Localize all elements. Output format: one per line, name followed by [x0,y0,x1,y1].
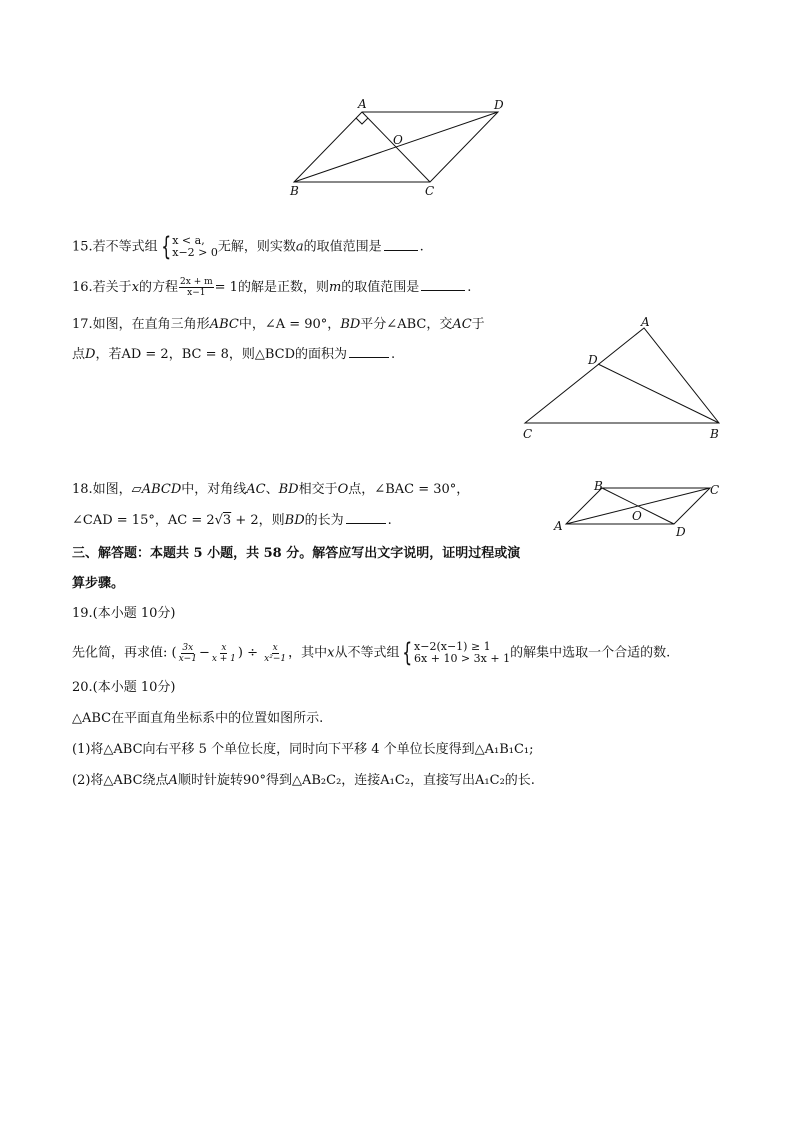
parallelogram-figure-q18 [550,478,730,540]
q18-l2a: ∠CAD = 15°，AC = 2 [72,513,215,528]
q18-end: . [387,513,392,528]
q18-answer-blank[interactable] [346,511,386,524]
q18-bd2: BD [284,513,305,528]
q18-o: O [337,482,349,497]
label-B: B [290,184,299,198]
section-3-title: 三、解答题：本题共 5 小题，共 58 分。解答应写出文字说明，证明过程或演 [72,546,521,561]
q18-label-A: A [554,519,563,533]
q18-abcd: ABCD [141,482,182,497]
q15-inequality-system: { x < a, x−2 > 0 [160,232,218,262]
q17-label-B: B [710,427,719,441]
q20-p2-A: A [168,773,178,788]
q19-frac1 [178,643,198,664]
q18-l1c: 相交于 [298,482,338,497]
q19-b: ) ÷ [237,645,263,661]
q18-label-C: C [710,483,720,497]
label-D: D [494,98,504,112]
q18-l2c: 的长为 [304,513,344,528]
q18-l1d: 点，∠BAC = 30°， [348,482,470,497]
parallelogram-figure-top [280,92,520,202]
q19-a: 先化简，再求值: ( [72,645,177,661]
q16-var-x: x [131,280,140,295]
label-A: A [358,97,367,111]
q17-end: . [391,347,396,362]
q19-frac3 [263,643,287,664]
q19-header: 19.(本小题 10分) [72,606,176,621]
q15-prefix: 15.若不等式组 [72,239,158,255]
q16-mid: 的方程 [139,280,179,295]
q15-sys-row2: x−2 > 0 [172,246,218,259]
q17-abc: ABC [209,317,239,332]
q15-suffix: 无解，则实数 [217,239,296,255]
section-3-title-cont: 算步骤。 [72,576,125,591]
question-19 [72,640,670,666]
q17-label-A: A [641,315,650,329]
q16-fraction [179,277,214,298]
q17-l2a: 点 [72,347,86,362]
q18-l2b: + 2，则 [231,513,285,528]
q20-p2b: 顺时针旋转90°得到△AB₂C₂，连接A₁C₂，直接写出A₁C₂的长. [177,773,535,788]
q20-p2a: (2)将△ABC绕点 [72,773,169,788]
q17-bd: BD [340,317,361,332]
q18-l1a: 18.如图，▱ [72,482,142,497]
q19-c: ，其中 [288,645,328,661]
q16-frac-num: 2x + m [180,277,213,287]
q15-answer-blank[interactable] [384,238,418,251]
question-15 [72,234,424,260]
q15-tail: 的取值范围是 [303,239,382,255]
q17-label-C: C [523,427,533,441]
q18-sqrt: 3 [222,513,232,528]
q18-label-D: D [676,525,686,539]
q19-e: 的解集中选取一个合适的数. [510,645,671,661]
q18-ac: AC [246,482,266,497]
q17-l1a: 17.如图，在直角三角形 [72,317,210,332]
q17-ac: AC [452,317,472,332]
question-17-line2 [72,345,395,364]
q19-f1-num: 3x [182,642,194,653]
q15-var: a [295,239,304,255]
question-16 [72,277,471,298]
q19-minus: − [198,645,210,661]
q19-f2-num: x [221,642,227,653]
q19-f2-den: x + 1 [211,653,236,664]
question-18-line2: ∠CAD = 15°，AC = 2√3 + 2，则BD的长为 . [72,513,392,528]
q16-eq: = 1的解是正数，则 [214,280,329,295]
question-17-line1 [72,316,485,334]
q15-sys-row1: x < a, [172,234,205,247]
q20-intro: △ABC在平面直角坐标系中的位置如图所示. [72,711,324,726]
q20-header: 20.(本小题 10分) [72,680,176,695]
q17-label-D: D [588,353,598,367]
q15-end: . [419,239,424,255]
triangle-figure-q17 [515,314,730,444]
q19-f3-num: x [272,642,278,653]
q17-l2b: ，若AD = 2，BC = 8，则△BCD的面积为 [95,347,348,362]
q16-end: . [467,280,472,295]
q17-l1d: 于 [471,317,485,332]
q19-d: 从不等式组 [334,645,400,661]
q17-answer-blank[interactable] [349,345,389,358]
q19-x: x [327,645,335,661]
q19-frac2 [211,643,237,664]
q16-var-m: m [328,280,342,295]
q16-frac-den: x−1 [187,288,206,298]
q17-d: D [85,347,96,362]
q16-prefix: 16.若关于 [72,280,132,295]
q18-bd: BD [278,482,299,497]
q17-l1c: 平分∠ABC，交 [360,317,453,332]
q19-inequality-system: { x−2(x−1) ≥ 1 6x + 10 > 3x + 1 [402,638,511,668]
label-C: C [425,184,435,198]
q18-sep: 、 [265,482,279,497]
question-18-line1 [72,481,469,499]
q16-answer-blank[interactable] [421,278,465,291]
q18-l1b: 中，对角线 [181,482,247,497]
q20-part1: (1)将△ABC向右平移 5 个单位长度，同时向下平移 4 个单位长度得到△A₁B₁C₁; [72,742,534,757]
q19-sys-row1: x−2(x−1) ≥ 1 [414,640,491,653]
q19-f1-den: x−1 [178,653,197,664]
q20-part2 [72,772,535,790]
q19-f3-den: x²−1 [264,653,287,664]
q19-sys-row2: 6x + 10 > 3x + 1 [414,652,511,665]
q18-label-B: B [594,479,603,493]
q17-l1b: 中，∠A = 90°， [238,317,341,332]
q18-label-O: O [632,509,642,523]
q16-tail: 的取值范围是 [341,280,420,295]
label-O: O [393,133,403,147]
